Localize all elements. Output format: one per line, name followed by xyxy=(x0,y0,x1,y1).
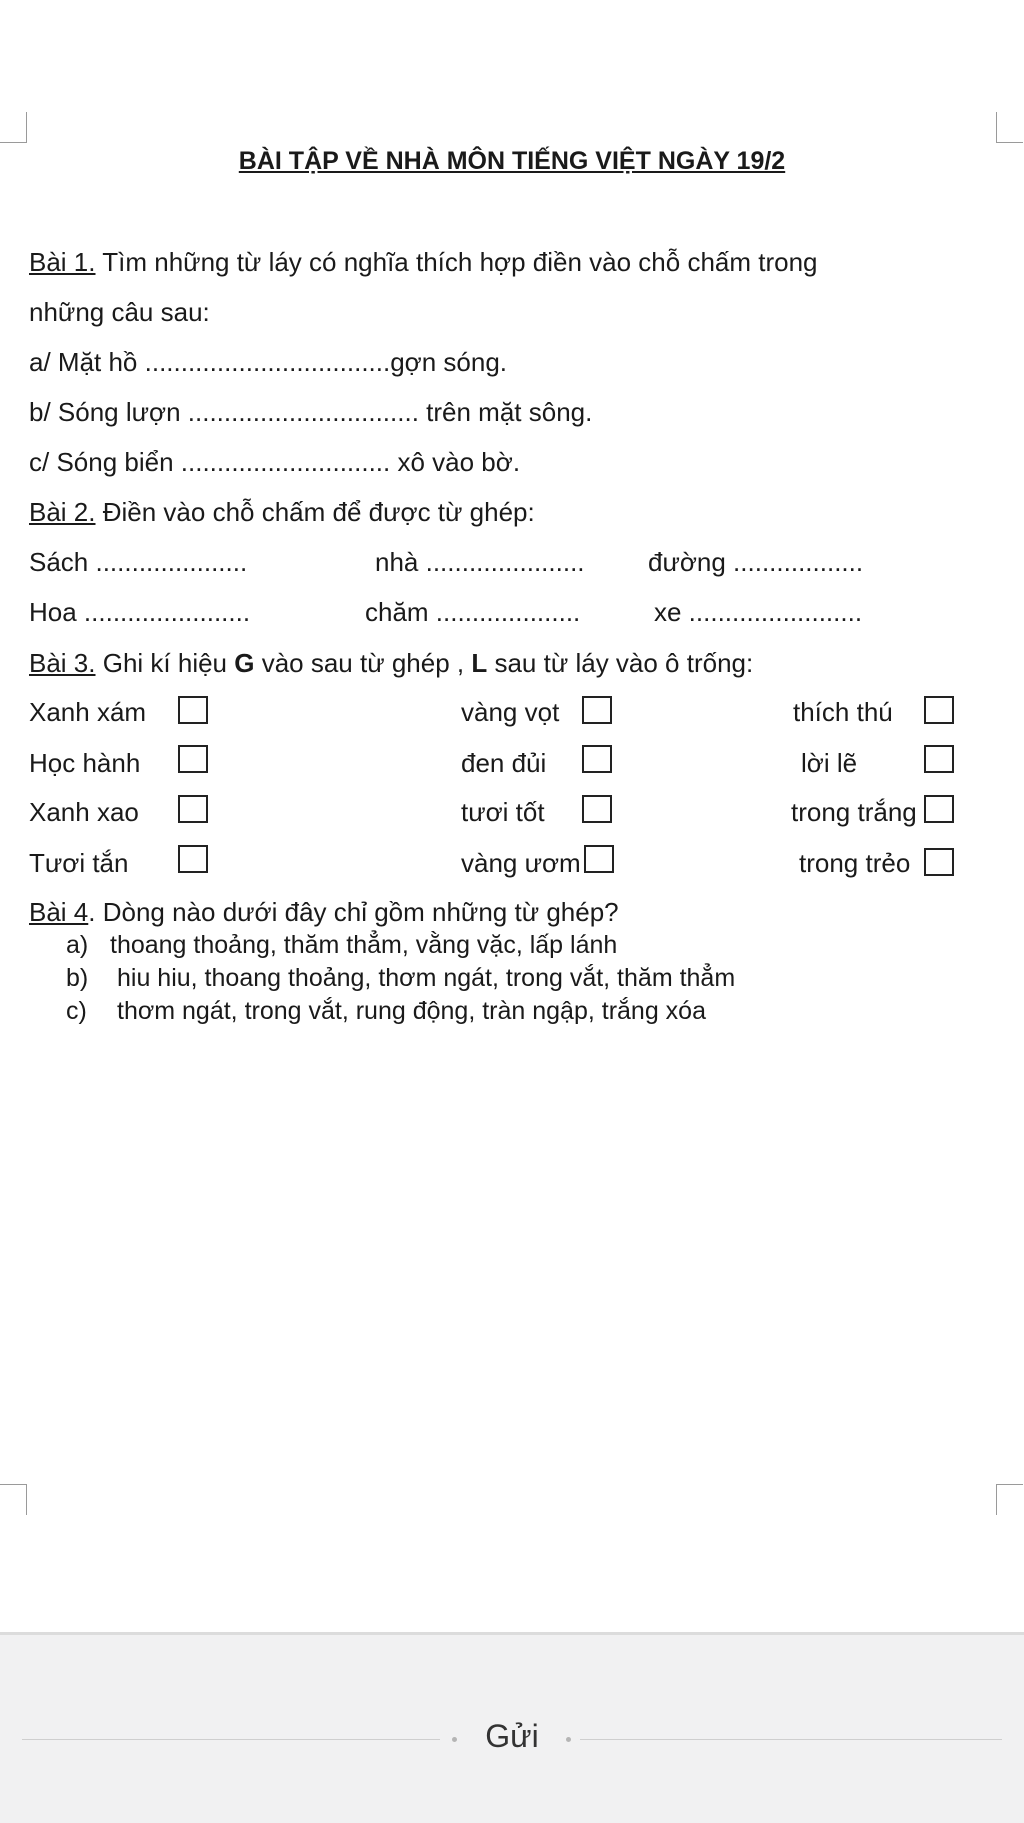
bai1-item-c: c/ Sóng biển ............................. xô vào bờ. xyxy=(29,447,521,477)
answer-box[interactable] xyxy=(924,696,954,724)
bai4-option-b: hiu hiu, thoang thoảng, thơm ngát, trong vắt, thăm thẳm xyxy=(117,964,736,992)
bai3-word: lời lẽ xyxy=(801,748,858,778)
bai3-label: Bài 3. xyxy=(29,648,96,678)
bai4-label: Bài 4 xyxy=(29,897,89,927)
bai2-blank: Hoa ....................... xyxy=(29,597,251,627)
bai1-text: Tìm những từ láy có nghĩa thích hợp điền vào chỗ chấm trong xyxy=(95,247,818,277)
bai1-heading xyxy=(29,247,818,278)
bai3-word: vàng vọt xyxy=(461,697,560,727)
bai3-heading: Bài 3. Ghi kí hiệu G vào sau từ ghép , L sau từ láy vào ô trống: xyxy=(29,648,754,678)
answer-box[interactable] xyxy=(924,795,954,823)
bai3-word: thích thú xyxy=(793,697,893,727)
answer-box[interactable] xyxy=(178,845,208,873)
answer-box[interactable] xyxy=(178,795,208,823)
bai3-word: trong trẻo xyxy=(799,848,911,878)
bai2-blank: Sách ..................... xyxy=(29,547,248,577)
divider-dot xyxy=(566,1737,571,1742)
answer-box[interactable] xyxy=(582,795,612,823)
answer-box[interactable] xyxy=(924,848,954,876)
bai2-heading xyxy=(29,497,535,528)
divider-line xyxy=(22,1739,440,1740)
bai1-label: Bài 1. xyxy=(29,247,96,277)
page-corner-mark xyxy=(0,1484,27,1515)
bai2-blank: nhà ...................... xyxy=(375,547,585,577)
answer-box[interactable] xyxy=(178,745,208,773)
bai3-word: tươi tốt xyxy=(461,797,545,827)
bai1-item-b: b/ Sóng lượn ................................ trên mặt sông. xyxy=(29,397,593,427)
bai4-option-letter: a) xyxy=(66,931,89,959)
answer-box[interactable] xyxy=(582,696,612,724)
bai4-option-letter: c) xyxy=(66,997,87,1025)
bai2-blank: xe ........................ xyxy=(654,597,863,627)
page-corner-mark xyxy=(0,112,27,143)
bai1-item-a: a/ Mặt hồ ..................................gợn sóng. xyxy=(29,347,508,377)
bai3-word: Học hành xyxy=(29,748,141,778)
bai3-word: Tươi tắn xyxy=(29,848,129,878)
bai2-blank: chăm .................... xyxy=(365,597,581,627)
bai3-word: Xanh xám xyxy=(29,697,147,727)
bai3-word: Xanh xao xyxy=(29,797,139,827)
answer-box[interactable] xyxy=(582,745,612,773)
bai4-option-a: thoang thoảng, thăm thẳm, vằng vặc, lấp lánh xyxy=(110,931,618,959)
bai4-heading xyxy=(29,897,619,928)
answer-box[interactable] xyxy=(584,845,614,873)
answer-box[interactable] xyxy=(178,696,208,724)
bai4-option-letter: b) xyxy=(66,964,89,992)
answer-box[interactable] xyxy=(924,745,954,773)
page-corner-mark xyxy=(996,112,1023,143)
bai4-text: . Dòng nào dưới đây chỉ gồm những từ ghép? xyxy=(88,897,619,927)
bai3-word: vàng ươm xyxy=(461,848,581,878)
bai2-label: Bài 2. xyxy=(29,497,96,527)
bai1-text-cont: những câu sau: xyxy=(29,297,210,327)
document-title: BÀI TẬP VỀ NHÀ MÔN TIẾNG VIỆT NGÀY 19/2 xyxy=(238,147,786,175)
bai2-blank: đường .................. xyxy=(648,547,864,577)
divider-line xyxy=(580,1739,1002,1740)
bai4-option-c: thơm ngát, trong vắt, rung động, tràn ngập, trắng xóa xyxy=(117,997,706,1025)
bai2-text: Điền vào chỗ chấm để được từ ghép: xyxy=(95,497,535,527)
bai3-word: đen đủi xyxy=(461,748,547,778)
bai3-word: trong trắng xyxy=(791,797,917,827)
page-corner-mark xyxy=(996,1484,1023,1515)
send-button[interactable]: Gửi xyxy=(450,1718,574,1755)
